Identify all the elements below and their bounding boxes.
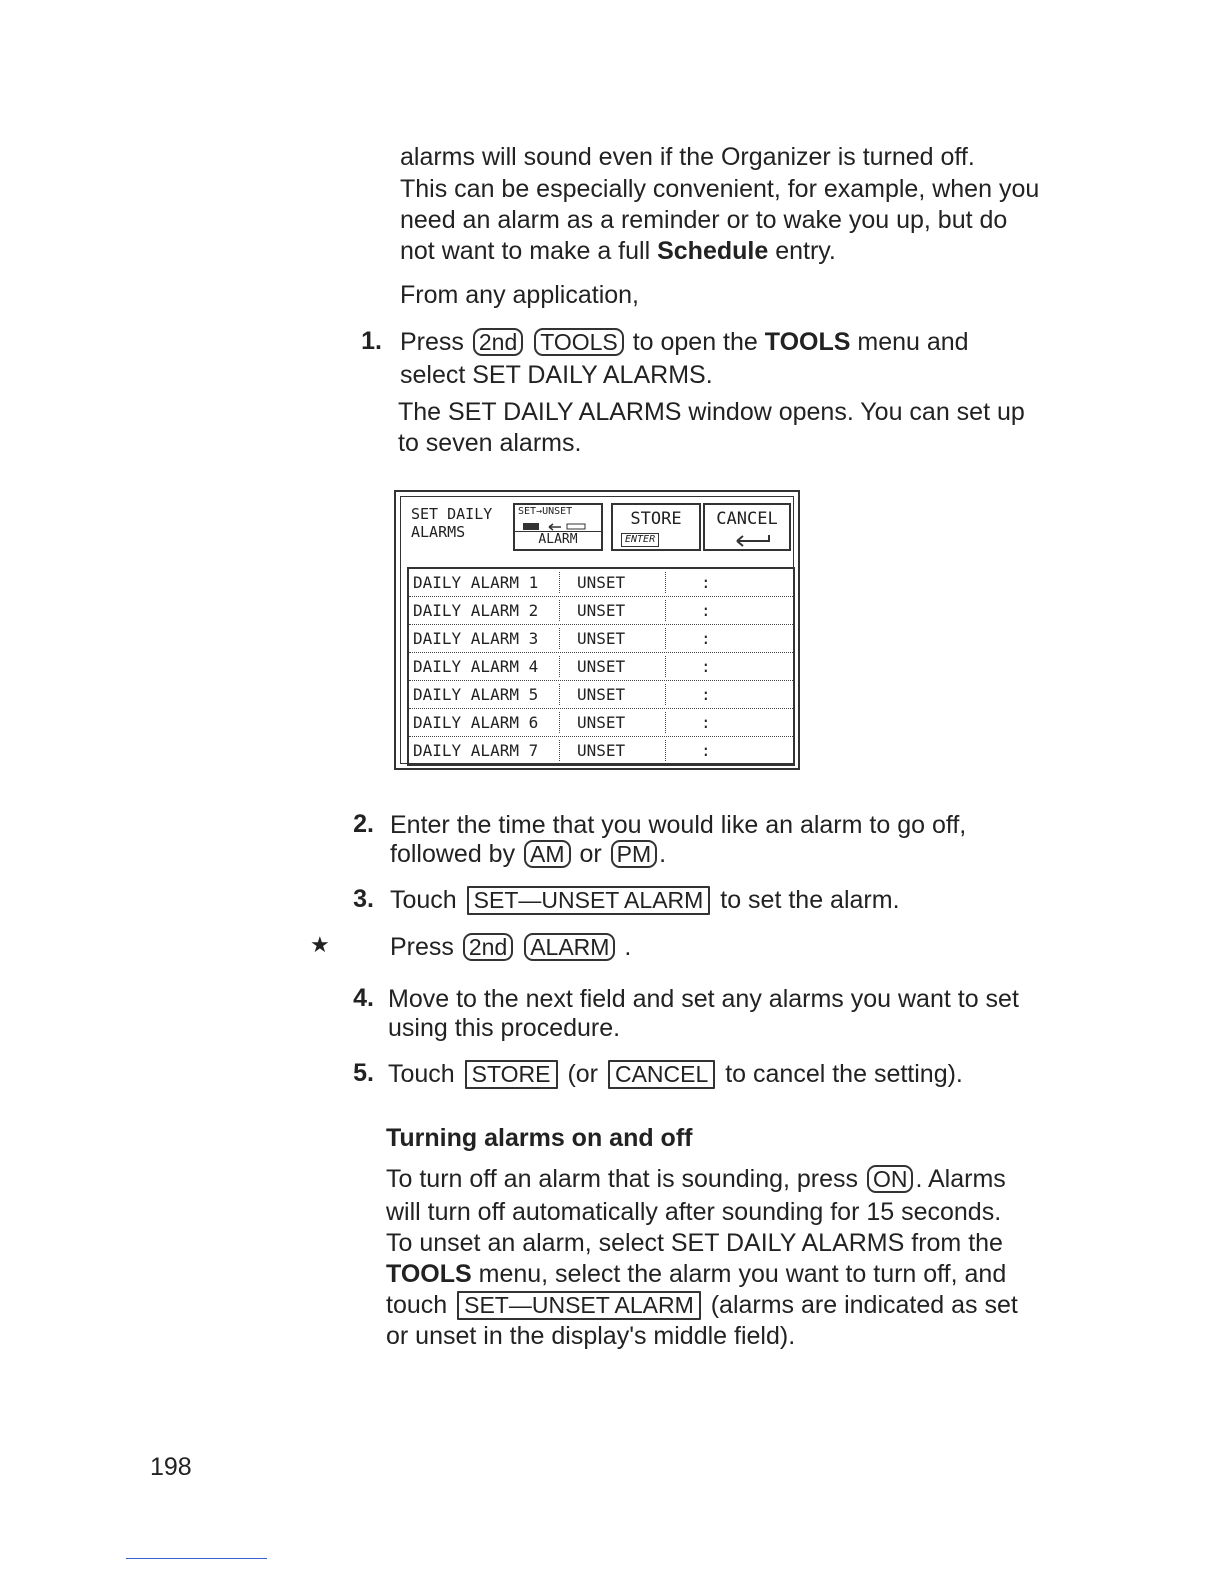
alarm-status: UNSET <box>577 629 626 648</box>
alarm-row[interactable] <box>409 737 793 764</box>
alarm-row[interactable] <box>409 569 793 597</box>
alarm-time: : <box>701 601 711 620</box>
enter-label: ENTER <box>621 533 659 547</box>
set-unset-alarm-button[interactable] <box>513 503 603 551</box>
section-text: menu, select the alarm you want to turn off, and <box>471 1260 1007 1288</box>
press-text: Press <box>390 933 454 961</box>
step-number: 5. <box>353 1059 374 1087</box>
or-text: (or <box>567 1060 599 1088</box>
intro-line-5: From any application, <box>400 281 640 309</box>
alarm-status: UNSET <box>577 685 626 704</box>
set-unset-alarm-softkey: SET—UNSET ALARM <box>457 1291 701 1320</box>
screen-title-line-2: ALARMS <box>411 523 466 541</box>
period: . <box>659 840 667 868</box>
alarm-name: DAILY ALARM 7 <box>413 741 539 760</box>
column-divider <box>665 600 666 621</box>
alarm-name: DAILY ALARM 1 <box>413 573 539 592</box>
step-number: 3. <box>353 885 374 913</box>
period: . <box>617 933 632 961</box>
column-divider <box>559 740 560 761</box>
alarm-name: DAILY ALARM 2 <box>413 601 539 620</box>
intro-line-1: alarms will sound even if the Organizer is turned off. <box>400 143 975 171</box>
tools-term: TOOLS <box>386 1260 472 1288</box>
column-divider <box>559 628 560 649</box>
set-daily-alarms-screen <box>394 490 800 770</box>
tools-term: TOOLS <box>764 328 851 356</box>
alarm-time: : <box>701 741 711 760</box>
alarm-status: UNSET <box>577 713 626 732</box>
alarm-row[interactable] <box>409 709 793 737</box>
column-divider <box>665 684 666 705</box>
toggle-arrows-icon <box>521 519 591 529</box>
key-pm: PM <box>611 840 658 868</box>
key-2nd: 2nd <box>463 933 513 961</box>
key-alarm: ALARM <box>524 933 615 961</box>
section-line-1 <box>386 1164 1006 1194</box>
step1-text: to open the <box>632 328 765 356</box>
intro-line-3: need an alarm as a reminder or to wake you up, but do <box>400 206 1008 234</box>
touch-text: touch <box>386 1291 448 1319</box>
intro-line-2: This can be especially convenient, for example, when you <box>400 175 1040 203</box>
key-tools: TOOLS <box>534 328 624 356</box>
alarm-row[interactable] <box>409 653 793 681</box>
column-divider <box>665 656 666 677</box>
intro-text-end: entry. <box>768 237 836 265</box>
step-number: 2. <box>353 810 374 838</box>
step1-line-4: to seven alarms. <box>398 429 582 457</box>
step1-line-1 <box>400 327 969 357</box>
column-divider <box>559 684 560 705</box>
step-number: 1. <box>361 327 382 355</box>
alarm-name: DAILY ALARM 5 <box>413 685 539 704</box>
column-divider <box>665 572 666 593</box>
section-line-4 <box>386 1259 1006 1289</box>
section-line-6: or unset in the display's middle field). <box>386 1322 796 1350</box>
schedule-term: Schedule <box>657 237 769 265</box>
store-button[interactable] <box>611 503 701 551</box>
step5-text: to cancel the setting). <box>725 1060 963 1088</box>
touch-text: Touch <box>390 886 457 914</box>
column-divider <box>559 656 560 677</box>
cancel-button[interactable] <box>703 503 791 551</box>
column-divider <box>559 572 560 593</box>
set-unset-label: SET→UNSET <box>518 506 573 517</box>
alarm-row[interactable] <box>409 625 793 653</box>
return-arrow-icon <box>729 531 773 551</box>
followed-by-text: followed by <box>390 840 516 868</box>
key-on: ON <box>867 1165 914 1193</box>
or-text: or <box>579 840 602 868</box>
intro-line-4 <box>400 236 836 266</box>
column-divider <box>559 712 560 733</box>
alarm-list <box>407 567 795 766</box>
section-text-end: . Alarms <box>915 1165 1006 1193</box>
alarm-name: DAILY ALARM 6 <box>413 713 539 732</box>
section-line-2: will turn off automatically after sounding for 15 seconds. <box>386 1198 1002 1226</box>
step5-line-1 <box>388 1059 963 1089</box>
press-text: Press <box>400 328 464 356</box>
step3-line-2 <box>390 932 631 962</box>
step-number: 4. <box>353 984 374 1012</box>
cancel-label: CANCEL <box>716 509 778 529</box>
set-unset-alarm-softkey: SET—UNSET ALARM <box>467 886 711 915</box>
alarm-row[interactable] <box>409 681 793 709</box>
section-line-5 <box>386 1290 1018 1320</box>
section-line-3: To unset an alarm, select SET DAILY ALARMS from the <box>386 1229 1003 1257</box>
alarm-status: UNSET <box>577 657 626 676</box>
alarm-time: : <box>701 685 711 704</box>
alarm-time: : <box>701 657 711 676</box>
step4-line-1: Move to the next field and set any alarms you want to set <box>388 985 1019 1013</box>
column-divider <box>559 600 560 621</box>
column-divider <box>665 740 666 761</box>
alarm-label: ALARM <box>515 531 601 548</box>
page-number: 198 <box>150 1453 192 1481</box>
section-text: (alarms are indicated as set <box>710 1291 1018 1319</box>
step2-line-1: Enter the time that you would like an alarm to go off, <box>390 811 967 839</box>
star-icon: ★ <box>310 932 330 957</box>
step3-text: to set the alarm. <box>720 886 900 914</box>
alarm-status: UNSET <box>577 601 626 620</box>
key-am: AM <box>524 840 571 868</box>
intro-text: not want to make a full <box>400 237 658 265</box>
section-text: To turn off an alarm that is sounding, press <box>386 1165 859 1193</box>
screen-title-line-1: SET DAILY <box>411 505 493 523</box>
alarm-status: UNSET <box>577 741 626 760</box>
alarm-time: : <box>701 713 711 732</box>
cancel-softkey: CANCEL <box>608 1060 715 1089</box>
alarm-time: : <box>701 629 711 648</box>
section-heading: Turning alarms on and off <box>386 1124 693 1152</box>
alarm-name: DAILY ALARM 4 <box>413 657 539 676</box>
alarm-status: UNSET <box>577 573 626 592</box>
key-2nd: 2nd <box>473 328 523 356</box>
touch-text: Touch <box>388 1060 455 1088</box>
alarm-row[interactable] <box>409 597 793 625</box>
step1-text-end: menu and <box>850 328 969 356</box>
column-divider <box>665 628 666 649</box>
step4-line-2: using this procedure. <box>388 1014 621 1042</box>
step3-line-1 <box>390 885 900 915</box>
alarm-time: : <box>701 573 711 592</box>
column-divider <box>665 712 666 733</box>
step1-line-2: select SET DAILY ALARMS. <box>400 361 713 389</box>
store-softkey: STORE <box>465 1060 558 1089</box>
footer-rule <box>126 1558 267 1559</box>
step1-line-3: The SET DAILY ALARMS window opens. You can set up <box>398 398 1025 426</box>
alarm-name: DAILY ALARM 3 <box>413 629 539 648</box>
store-label: STORE <box>630 509 682 529</box>
step2-line-2 <box>390 839 666 869</box>
screen-frame <box>400 496 794 764</box>
screen-title <box>411 505 492 541</box>
